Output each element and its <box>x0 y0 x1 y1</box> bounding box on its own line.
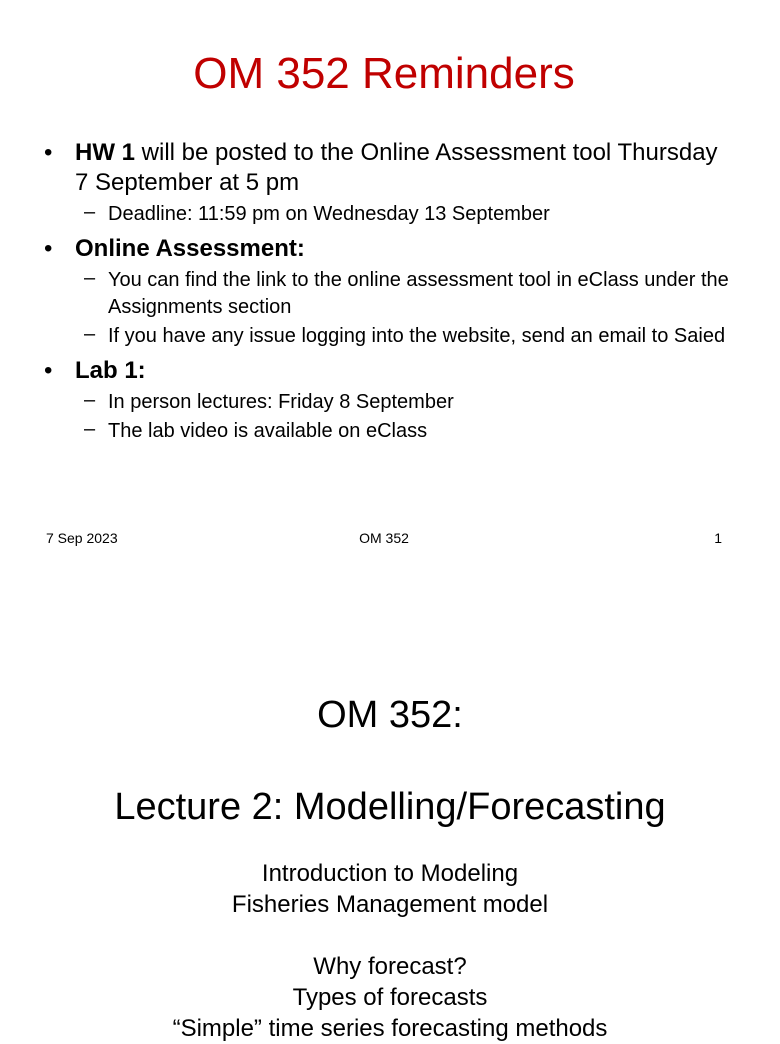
footer-page-number: 1 <box>714 530 722 546</box>
topic-item: Introduction to Modeling <box>261 860 519 887</box>
slide-content <box>44 138 734 449</box>
sub-bullet-item <box>84 418 734 445</box>
sub-bullet-list <box>84 201 734 228</box>
bullet-bold-label: Lab 1: <box>75 357 146 384</box>
sub-bullet-list <box>84 389 734 445</box>
footer-date: 7 Sep 2023 <box>46 530 118 546</box>
bullet-lab1 <box>44 356 734 445</box>
lecture-topic-list <box>0 858 780 1044</box>
topic-item: Fisheries Management model <box>231 891 549 918</box>
bullet-dot-icon: • <box>44 139 53 166</box>
sub-bullet-text: If you have any issue logging into the website, send an email to Saied <box>108 325 726 347</box>
sub-bullet-item <box>84 323 734 350</box>
dash-icon: – <box>84 267 96 289</box>
sub-bullet-item <box>84 267 734 321</box>
sub-bullet-text: The lab video is available on eClass <box>108 420 428 442</box>
bullet-online-assessment <box>44 234 734 350</box>
sub-bullet-item <box>84 389 734 416</box>
bullet-bold-label: HW 1 <box>75 139 135 166</box>
sub-bullet-text: In person lectures: Friday 8 September <box>108 391 454 413</box>
topic-spacer <box>0 920 780 951</box>
dash-icon: – <box>84 418 96 440</box>
bullet-dot-icon: • <box>44 235 53 262</box>
dash-icon: – <box>84 201 96 223</box>
dash-icon: – <box>84 323 96 345</box>
topic-item: “Simple” time series forecasting methods <box>172 1015 608 1042</box>
bullet-text: will be posted to the Online Assessment tool Thursday 7 September at 5 pm <box>75 139 718 196</box>
bullet-dot-icon: • <box>44 357 53 384</box>
slide-footer <box>46 528 722 548</box>
bullet-bold-label: Online Assessment: <box>75 235 305 262</box>
footer-course: OM 352 <box>359 530 409 546</box>
topic-item: Types of forecasts <box>292 984 488 1011</box>
slide-title: OM 352 Reminders <box>193 49 575 98</box>
lecture-course-heading: OM 352: <box>317 694 463 736</box>
bullet-item <box>44 234 734 264</box>
sub-bullet-item <box>84 201 734 228</box>
dash-icon: – <box>84 389 96 411</box>
bullet-hw1 <box>44 138 734 228</box>
slide-lecture-title <box>0 580 768 1042</box>
topic-item: Why forecast? <box>313 953 467 980</box>
sub-bullet-text: Deadline: 11:59 pm on Wednesday 13 September <box>108 203 550 225</box>
lecture-title: Lecture 2: Modelling/Forecasting <box>114 786 666 828</box>
bullet-item <box>44 138 734 198</box>
bullet-item <box>44 356 734 386</box>
sub-bullet-list <box>84 267 734 350</box>
sub-bullet-text: You can find the link to the online assessment tool in eClass under the Assignments section <box>108 269 729 318</box>
